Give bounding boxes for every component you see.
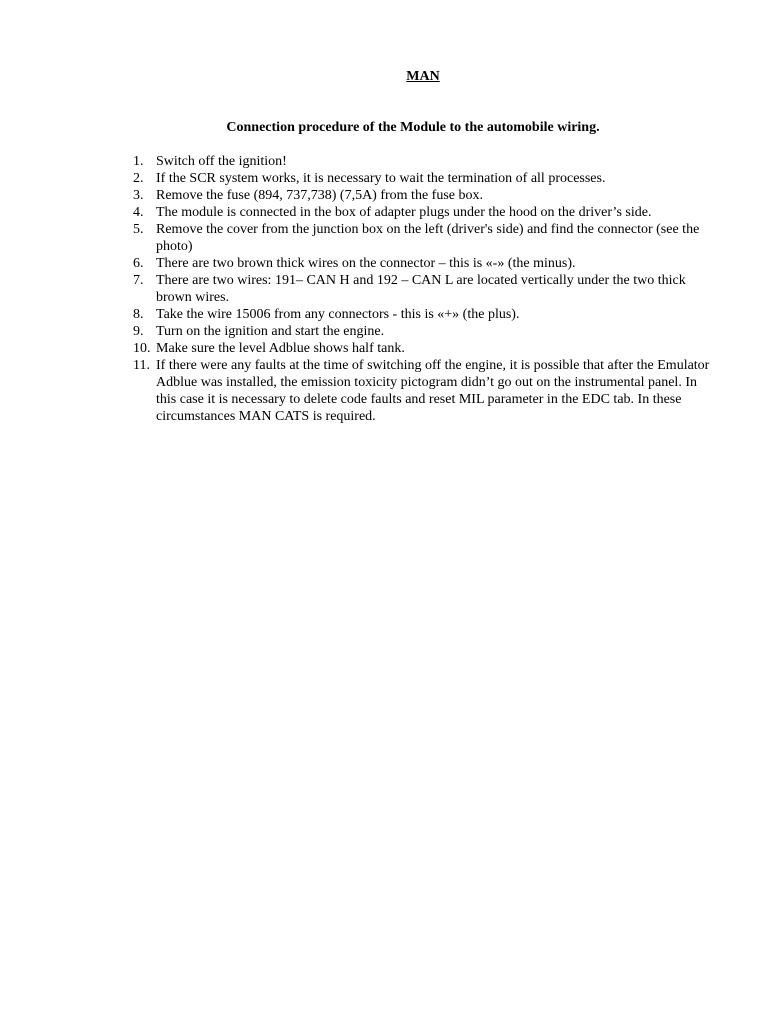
step-text: If the SCR system works, it is necessary to wait the termination of all processes. xyxy=(156,171,606,186)
step-number: 5. xyxy=(133,222,144,237)
step-text: Make sure the level Adblue shows half tank. xyxy=(156,341,405,356)
document-title: MAN xyxy=(406,69,440,84)
list-item xyxy=(133,323,713,340)
step-number: 8. xyxy=(133,307,144,322)
step-number: 11. xyxy=(133,358,150,373)
list-item xyxy=(133,187,713,204)
step-number: 9. xyxy=(133,324,144,339)
step-number: 7. xyxy=(133,273,144,288)
list-item xyxy=(133,306,713,323)
step-text: The module is connected in the box of adapter plugs under the hood on the driver’s side. xyxy=(156,205,652,220)
step-text: If there were any faults at the time of switching off the engine, it is possible that after the Emulator Adblue was installed, the emission toxicity pictogram didn’t go out on the instrumental panel. In this case it is necessary to delete code faults and reset MIL parameter in the EDC tab. In these circumstances MAN CATS is required. xyxy=(156,358,710,424)
list-item xyxy=(133,170,713,187)
list-item xyxy=(133,153,713,170)
list-item xyxy=(133,204,713,221)
step-number: 6. xyxy=(133,256,144,271)
list-item xyxy=(133,357,713,425)
step-number: 2. xyxy=(133,171,144,186)
list-item xyxy=(133,255,713,272)
step-number: 1. xyxy=(133,154,144,169)
document-subtitle: Connection procedure of the Module to the automobile wiring. xyxy=(226,120,600,135)
step-number: 10. xyxy=(133,341,151,356)
step-text: Turn on the ignition and start the engine. xyxy=(156,324,385,339)
list-item xyxy=(133,221,713,255)
step-number: 3. xyxy=(133,188,144,203)
step-text: Remove the cover from the junction box on the left (driver's side) and find the connector (see the photo) xyxy=(156,222,700,254)
list-item xyxy=(133,340,713,357)
step-text: Switch off the ignition! xyxy=(156,154,287,169)
list-item xyxy=(133,272,713,306)
procedure-steps xyxy=(133,153,713,425)
step-text: Remove the fuse (894, 737,738) (7,5A) from the fuse box. xyxy=(156,188,483,203)
step-text: There are two brown thick wires on the connector – this is «-» (the minus). xyxy=(156,256,576,271)
step-text: There are two wires: 191– CAN H and 192 – CAN L are located vertically under the two thick brown wires. xyxy=(156,273,686,305)
step-text: Take the wire 15006 from any connectors - this is «+» (the plus). xyxy=(156,307,520,322)
step-number: 4. xyxy=(133,205,144,220)
